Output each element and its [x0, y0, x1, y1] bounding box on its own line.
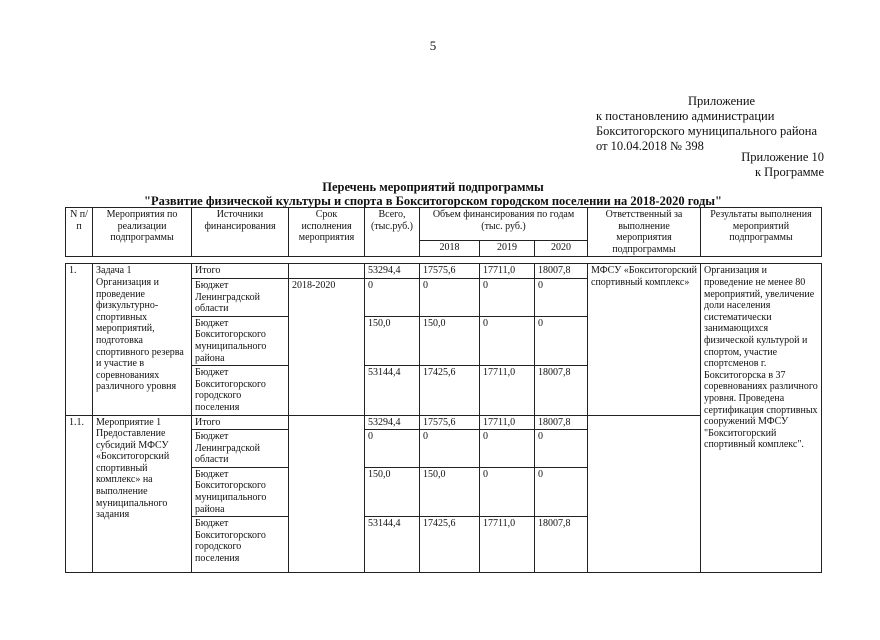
appendix-10-line: Приложение 10 [741, 150, 824, 164]
total-cell: 53144,4 [365, 517, 420, 573]
total-cell: 0 [365, 430, 420, 468]
header-total: Всего, (тыс.руб.) [365, 208, 420, 257]
year-2019-cell: 17711,0 [480, 264, 535, 279]
title-line-2: "Развитие физической культуры и спорта в Бокситогорском городском поселении на 2018-2020 годы" [144, 194, 722, 208]
year-2018-cell: 150,0 [420, 467, 480, 516]
header-term: Срок исполнения мероприятия [289, 208, 365, 257]
total-cell: 0 [365, 278, 420, 316]
header-volume: Объем финансирования по годам (тыс. руб.) [420, 208, 588, 241]
year-2018-cell: 0 [420, 278, 480, 316]
total-cell: 53294,4 [365, 264, 420, 279]
year-2020-cell: 0 [535, 467, 588, 516]
responsible-cell [588, 415, 701, 573]
year-2019-cell: 0 [480, 430, 535, 468]
appendix-line: Приложение [688, 94, 756, 108]
year-2019-cell: 0 [480, 278, 535, 316]
source-cell: Бюджет Бокситогорского муниципального района [192, 467, 289, 516]
total-cell: 150,0 [365, 316, 420, 365]
source-cell: Бюджет Бокситогорского муниципального района [192, 316, 289, 365]
header-year-2020: 2020 [535, 240, 588, 256]
total-cell: 53294,4 [365, 415, 420, 430]
title-line-1: Перечень мероприятий подпрограммы [322, 180, 544, 194]
source-cell: Бюджет Бокситогорского городского поселения [192, 366, 289, 415]
appendix-header [596, 94, 817, 154]
year-2020-cell: 0 [535, 430, 588, 468]
year-2019-cell: 0 [480, 467, 535, 516]
year-2020-cell: 0 [535, 316, 588, 365]
row-number: 1.1. [66, 415, 93, 573]
header-events: Мероприятия по реализации подпрограммы [93, 208, 192, 257]
year-2018-cell: 17575,6 [420, 264, 480, 279]
year-2020-cell: 18007,8 [535, 366, 588, 415]
year-2019-cell: 0 [480, 316, 535, 365]
year-2019-cell: 17711,0 [480, 517, 535, 573]
event-cell: Мероприятие 1 Предоставление субсидий МФСУ «Бокситогорский спортивный комплекс» на выполнение муниципального задания [93, 415, 192, 573]
page-number: 5 [429, 38, 437, 53]
table-gap [66, 257, 822, 264]
header-responsible: Ответственный за выполнение мероприятия подпрограммы [588, 208, 701, 257]
year-2020-cell: 18007,8 [535, 415, 588, 430]
responsible-cell: МФСУ «Бокситогорский спортивный комплекс» [588, 264, 701, 415]
term-cell: 2018-2020 [289, 278, 365, 415]
appendix-10 [741, 150, 824, 180]
appendix-line: к постановлению администрации [596, 109, 775, 123]
header-sources: Источники финансирования [192, 208, 289, 257]
appendix-line: Бокситогорского муниципального района [596, 124, 818, 138]
results-cell: Организация и проведение не менее 80 мероприятий, увеличение доли населения систематически занимающихся физической культурой и спортом, участие спортсменов г. Бокситогорска в 37 соревнованиях различного уровня. Проведена сертификация спортивных сооружений МФСУ "Бокситогорский спортивный комплекс". [701, 264, 822, 573]
task-title: Задача 1 [96, 265, 132, 277]
year-2020-cell: 0 [535, 278, 588, 316]
source-cell: Итого [192, 415, 289, 430]
document-title [0, 180, 866, 208]
header-results: Результаты выполнения мероприятий подпрограммы [701, 208, 822, 257]
year-2018-cell: 17575,6 [420, 415, 480, 430]
year-2019-cell: 17711,0 [480, 415, 535, 430]
total-cell: 53144,4 [365, 366, 420, 415]
year-2018-cell: 17425,6 [420, 366, 480, 415]
year-2018-cell: 17425,6 [420, 517, 480, 573]
term-cell [289, 264, 365, 279]
year-2020-cell: 18007,8 [535, 264, 588, 279]
row-number: 1. [66, 264, 93, 415]
year-2020-cell: 18007,8 [535, 517, 588, 573]
source-cell: Бюджет Ленинградской области [192, 278, 289, 316]
source-cell: Бюджет Ленинградской области [192, 430, 289, 468]
appendix-line: от 10.04.2018 № 398 [596, 139, 704, 153]
task-cell [93, 264, 192, 415]
year-2019-cell: 17711,0 [480, 366, 535, 415]
program-table [65, 207, 822, 573]
task-text: Организация и проведение физкультурно-спортивных мероприятий, подготовка спортивного резерва и участие в соревнованиях различного уровня [96, 276, 184, 393]
header-year-2019: 2019 [480, 240, 535, 256]
total-cell: 150,0 [365, 467, 420, 516]
table-row [66, 264, 822, 279]
source-cell: Бюджет Бокситогорского городского поселения [192, 517, 289, 573]
header-year-2018: 2018 [420, 240, 480, 256]
source-cell: Итого [192, 264, 289, 279]
year-2018-cell: 0 [420, 430, 480, 468]
header-n: N п/п [66, 208, 93, 257]
year-2018-cell: 150,0 [420, 316, 480, 365]
term-cell [289, 415, 365, 573]
appendix-10-line: к Программе [754, 165, 824, 179]
